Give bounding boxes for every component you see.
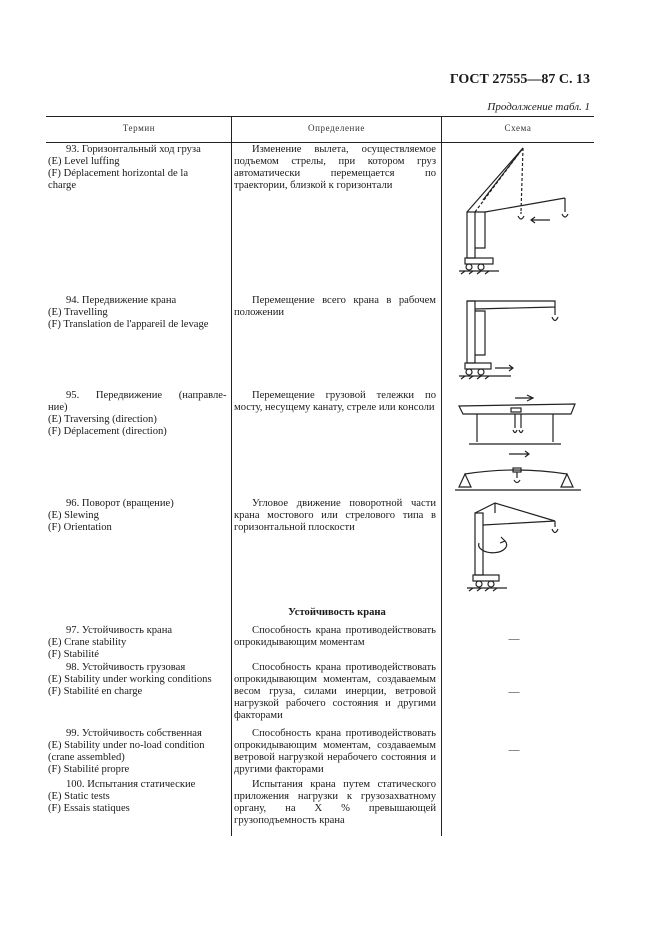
term-en: (E) Travelling [48,307,108,318]
term-fr: (F) Essais statiques [48,803,130,814]
jib-line [467,148,523,212]
term-fr: (F) Déplacement (direction) [48,426,167,437]
crane-cab [475,311,485,355]
crane-tower [467,301,475,363]
term-fr: (F) Stabilité propre [48,764,130,775]
term-ru: 98. Устойчивость грузовая [66,662,186,673]
term-entry-93 [48,144,230,192]
definition-95: Перемещение грузовой тележки по мосту, несущему канату, стреле или консоли [234,390,436,413]
term-en: (E) Static tests [48,791,110,802]
term-en-continued: (crane assembled) [48,752,125,763]
term-fr: (F) Déplacement horizontal de la [48,168,189,179]
term-ru: 95. Передвижение (направле- [66,390,227,401]
wheel [478,264,484,270]
hook-icon [552,317,558,321]
column-divider-1 [231,116,232,836]
definition-100: Испытания крана путем статического приложения нагрузки к грузозахватному органу, на X % превышающей грузоподъемность крана [234,779,436,826]
definition-93: Изменение вылета, осуществляемое подъемом стрелы, при котором груз автоматически перемещается по траектории, близкой к горизонтали [234,144,436,191]
term-entry-94 [48,295,230,331]
hook-icon [518,214,568,219]
jib [475,503,555,525]
scheme-dash-98: — [508,686,520,698]
term-ru: 96. Поворот (вращение) [66,498,174,509]
motion-arrow [531,217,550,223]
crane-cab [475,212,485,248]
hook-rope [515,414,521,428]
level-luffing-diagram [455,140,585,285]
term-en: (E) Slewing [48,510,99,521]
term-entry-100 [48,779,230,815]
trolley [511,408,521,412]
term-entry-99 [48,728,230,776]
term-fr: (F) Translation de l'appareil de levage [48,319,209,330]
term-entry-96 [48,498,230,534]
term-ru: 100. Испытания статические [66,779,196,790]
term-ru: 93. Горизонтальный ход груза [66,144,201,155]
table-continuation-label: Продолжение табл. 1 [487,101,590,113]
term-en: (E) Traversing (direction) [48,414,157,425]
jib [467,301,555,309]
wheel [488,581,494,587]
term-ru: 99. Устойчивость собственная [66,728,202,739]
column-divider-2 [441,116,442,836]
wheel [478,369,484,375]
crane-base [473,575,499,581]
hook-icon [513,430,523,433]
term-fr: (F) Stabilité en charge [48,686,143,697]
definition-96: Угловое движение поворотной части крана мостового или стрелового типа в горизонтальной плоскости [234,498,436,533]
column-heading-definition: Определение [308,123,365,133]
motion-arrow [495,365,513,371]
motion-arrow-cable [509,451,529,457]
wheel [466,369,472,375]
hook-icon [514,480,520,483]
term-ru: 94. Передвижение крана [66,295,177,306]
scheme-dash-99: — [508,744,520,756]
section-title: Устойчивость крана [288,607,386,618]
term-fr: (F) Stabilité [48,649,99,660]
crane-base [465,258,493,264]
crane-base [465,363,491,369]
slewing-diagram [455,495,585,600]
term-fr: (F) Orientation [48,522,112,533]
wheel [476,581,482,587]
hook-icon [552,529,558,533]
definition-99: Способность крана противодействовать опрокидывающим моментам, создаваемым ветровой нагрузкой нерабочего состояния и другими факторами [234,728,436,775]
column-heading-scheme: Схема [504,123,532,133]
term-ru: 97. Устойчивость крана [66,625,173,636]
term-en: (E) Stability under no-load condition [48,740,205,751]
traversing-diagram [455,392,585,492]
term-entry-98 [48,662,230,698]
cable-supports [459,474,573,487]
hook-rope [521,198,565,214]
definition-94: Перемещение всего крана в рабочем положении [234,295,436,318]
table-top-rule [46,116,594,117]
term-entry-95 [48,390,230,438]
definition-98: Способность крана противодействовать опрокидывающим моментам, создаваемым весом груза, силами инерции, ветровой нагрузкой рабочего состояния и другими факторами [234,662,436,721]
definition-97: Способность крана противодействовать опрокидывающим моментам [234,625,436,648]
term-entry-97 [48,625,230,661]
column-heading-term: Термин [122,123,156,133]
term-en: (E) Stability under working conditions [48,674,212,685]
page-header-title: ГОСТ 27555—87 С. 13 [449,72,590,87]
travelling-diagram [455,285,585,390]
wheel [466,264,472,270]
motion-arrow [515,395,533,401]
term-ru-continued: ние) [48,402,68,413]
term-en: (E) Crane stability [48,637,127,648]
term-en: (E) Level luffing [48,156,120,167]
term-fr-continued: charge [48,180,77,191]
crane-tower [467,212,475,258]
scheme-dash-97: — [508,633,520,645]
